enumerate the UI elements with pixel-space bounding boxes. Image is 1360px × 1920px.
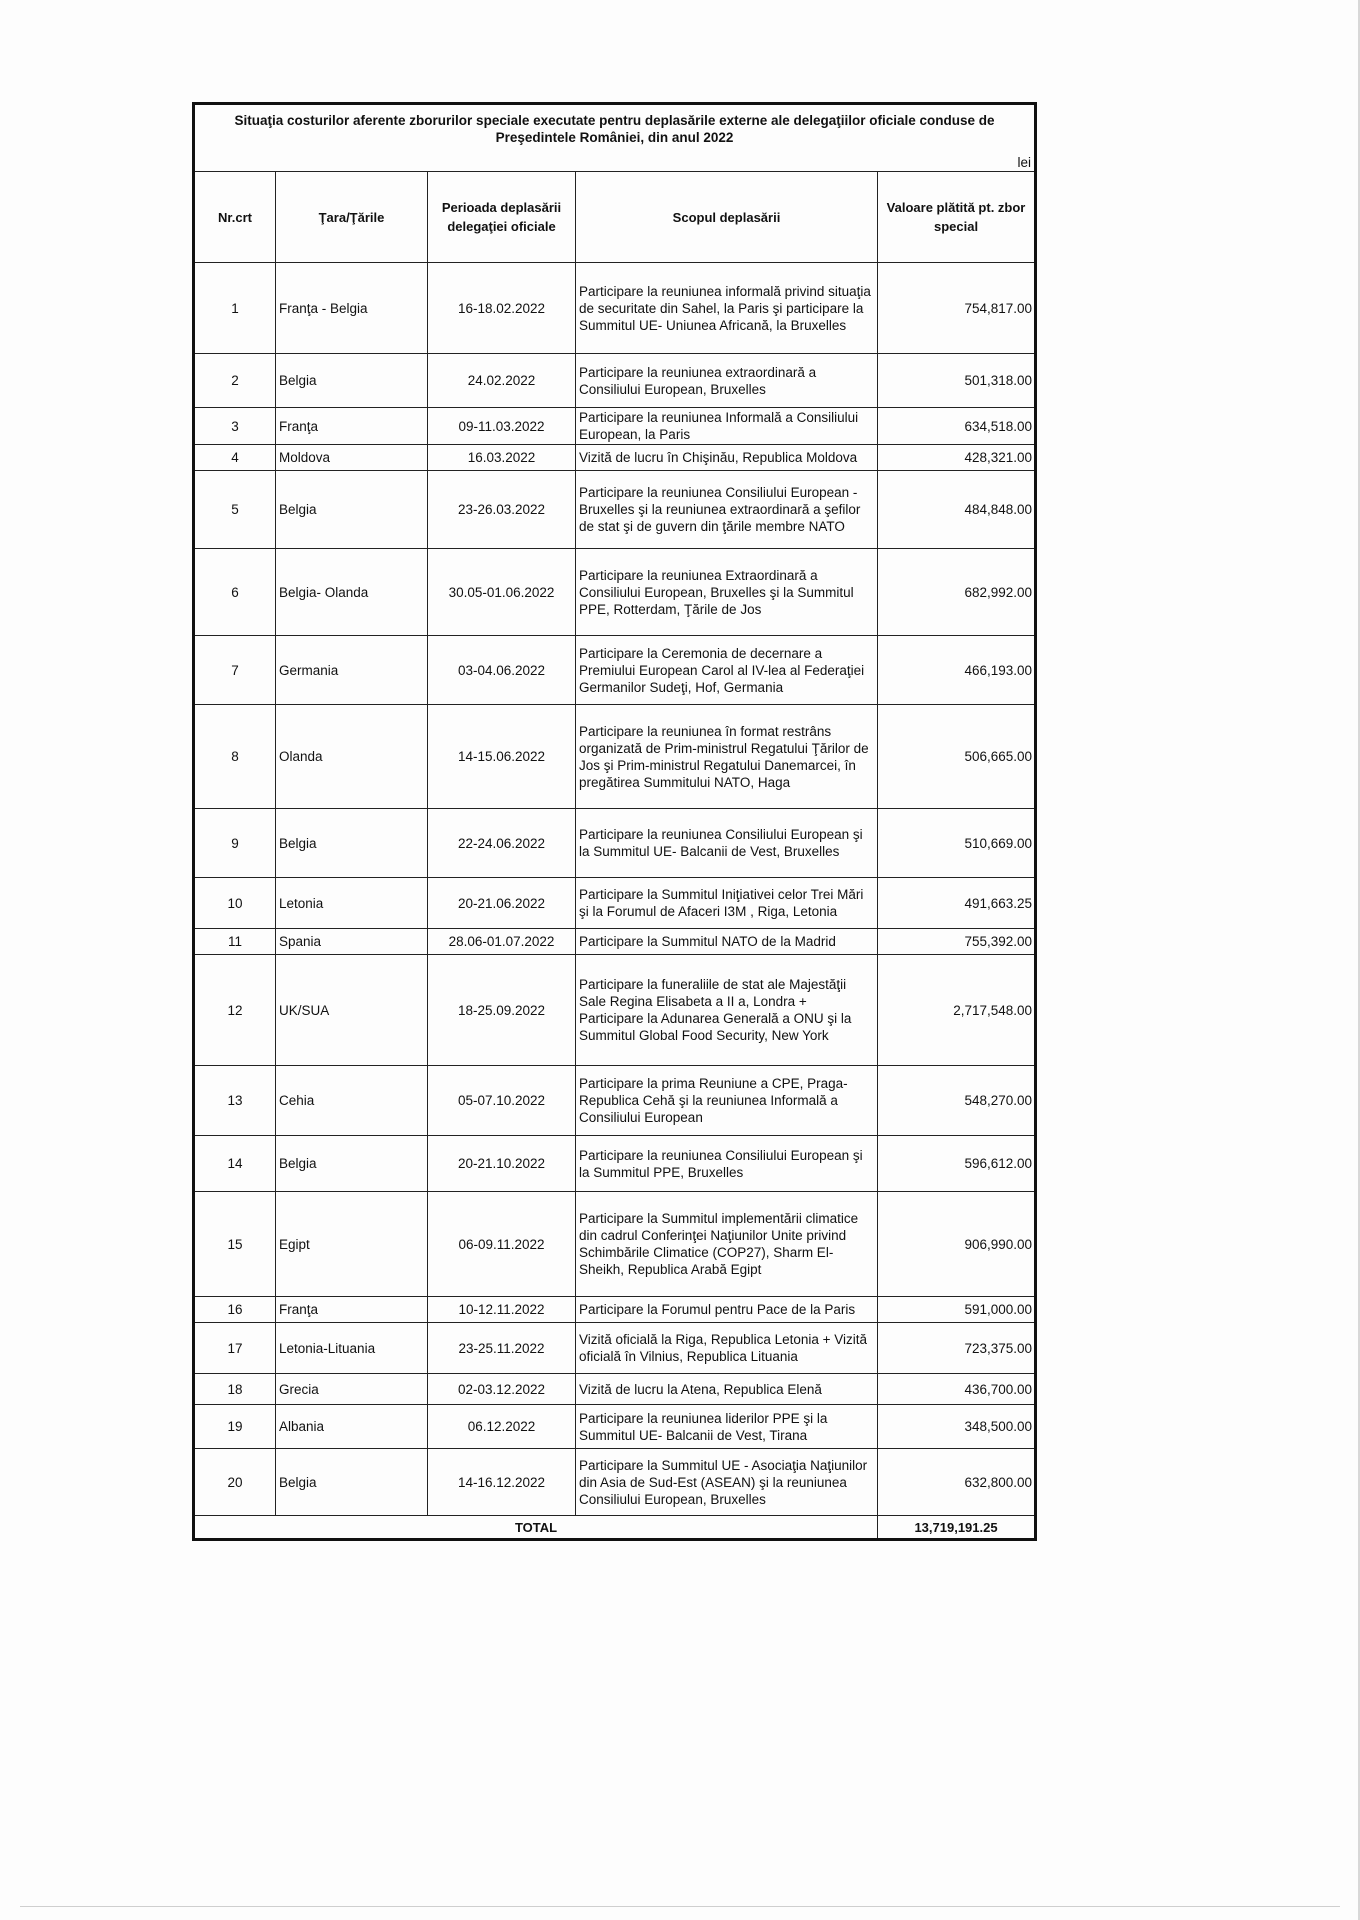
row-nr: 18 (194, 1374, 276, 1405)
table-row (194, 263, 1036, 354)
row-period: 14-16.12.2022 (428, 1449, 576, 1516)
row-value: 491,663.25 (878, 878, 1036, 929)
row-nr: 13 (194, 1066, 276, 1136)
row-purpose: Participare la reuniunea Consiliului European şi la Summitul PPE, Bruxelles (576, 1136, 878, 1192)
header-period: Perioada deplasării delegaţiei oficiale (428, 172, 576, 263)
row-nr: 3 (194, 408, 276, 445)
row-purpose: Participare la Summitul Iniţiativei celor Trei Mări şi la Forumul de Afaceri I3M , Riga, Letonia (576, 878, 878, 929)
title-row (194, 104, 1036, 154)
row-value: 754,817.00 (878, 263, 1036, 354)
row-value: 755,392.00 (878, 929, 1036, 955)
row-period: 06-09.11.2022 (428, 1192, 576, 1297)
row-nr: 20 (194, 1449, 276, 1516)
row-period: 20-21.06.2022 (428, 878, 576, 929)
row-period: 30.05-01.06.2022 (428, 549, 576, 636)
table-row (194, 549, 1036, 636)
row-country: Albania (276, 1405, 428, 1449)
table-row (194, 1066, 1036, 1136)
row-country: Franţa (276, 1297, 428, 1323)
row-period: 02-03.12.2022 (428, 1374, 576, 1405)
row-value: 484,848.00 (878, 471, 1036, 549)
row-nr: 17 (194, 1323, 276, 1374)
header-row (194, 172, 1036, 263)
row-country: Cehia (276, 1066, 428, 1136)
row-country: Belgia (276, 471, 428, 549)
row-nr: 5 (194, 471, 276, 549)
row-value: 548,270.00 (878, 1066, 1036, 1136)
row-period: 03-04.06.2022 (428, 636, 576, 705)
row-purpose: Participare la prima Reuniune a CPE, Praga- Republica Cehă şi la reuniunea Informală a Consiliului European (576, 1066, 878, 1136)
row-value: 510,669.00 (878, 809, 1036, 878)
row-country: Belgia (276, 809, 428, 878)
row-purpose: Participare la funeraliile de stat ale Majestăţii Sale Regina Elisabeta a II a, Londra + Participare la Adunarea Generală a ONU şi la Summitul Global Food Security, New York (576, 955, 878, 1066)
row-purpose: Vizită de lucru la Atena, Republica Elenă (576, 1374, 878, 1405)
row-period: 23-26.03.2022 (428, 471, 576, 549)
row-nr: 19 (194, 1405, 276, 1449)
table-row (194, 1374, 1036, 1405)
row-purpose: Participare la Summitul implementării climatice din cadrul Conferinţei Naţiunilor Unite privind Schimbările Climatice (COP27), Sharm El-Sheikh, Republica Arabă Egipt (576, 1192, 878, 1297)
row-value: 501,318.00 (878, 354, 1036, 408)
table-row (194, 1323, 1036, 1374)
unit-label: lei (194, 153, 1036, 172)
costs-table (192, 102, 1037, 1541)
row-nr: 4 (194, 445, 276, 471)
row-nr: 11 (194, 929, 276, 955)
row-country: Belgia- Olanda (276, 549, 428, 636)
row-nr: 7 (194, 636, 276, 705)
table-row (194, 955, 1036, 1066)
row-purpose: Participare la reuniunea Consiliului European şi la Summitul UE- Balcanii de Vest, Bruxelles (576, 809, 878, 878)
row-purpose: Participare la reuniunea extraordinară a Consiliului European, Bruxelles (576, 354, 878, 408)
row-purpose: Vizită oficială la Riga, Republica Letonia + Vizită oficială în Vilnius, Republica Lituania (576, 1323, 878, 1374)
table-row (194, 1405, 1036, 1449)
unit-row (194, 153, 1036, 172)
row-period: 10-12.11.2022 (428, 1297, 576, 1323)
row-value: 506,665.00 (878, 705, 1036, 809)
row-period: 14-15.06.2022 (428, 705, 576, 809)
row-purpose: Participare la Summitul UE - Asociaţia Naţiunilor din Asia de Sud-Est (ASEAN) şi la reuniunea Consiliului European, Bruxelles (576, 1449, 878, 1516)
row-country: Franţa - Belgia (276, 263, 428, 354)
row-nr: 14 (194, 1136, 276, 1192)
table-row (194, 1136, 1036, 1192)
table-row (194, 445, 1036, 471)
row-country: Belgia (276, 1136, 428, 1192)
row-country: Franţa (276, 408, 428, 445)
total-label: TOTAL (194, 1516, 878, 1540)
row-purpose: Participare la reuniunea Informală a Consiliului European, la Paris (576, 408, 878, 445)
row-value: 348,500.00 (878, 1405, 1036, 1449)
row-purpose: Participare la Forumul pentru Pace de la Paris (576, 1297, 878, 1323)
row-period: 18-25.09.2022 (428, 955, 576, 1066)
row-period: 24.02.2022 (428, 354, 576, 408)
row-value: 906,990.00 (878, 1192, 1036, 1297)
row-period: 20-21.10.2022 (428, 1136, 576, 1192)
row-period: 23-25.11.2022 (428, 1323, 576, 1374)
row-nr: 1 (194, 263, 276, 354)
header-purpose: Scopul deplasării (576, 172, 878, 263)
row-value: 428,321.00 (878, 445, 1036, 471)
row-period: 28.06-01.07.2022 (428, 929, 576, 955)
row-period: 22-24.06.2022 (428, 809, 576, 878)
row-value: 436,700.00 (878, 1374, 1036, 1405)
row-country: Grecia (276, 1374, 428, 1405)
row-nr: 16 (194, 1297, 276, 1323)
row-country: Egipt (276, 1192, 428, 1297)
bottom-rule (20, 1906, 1340, 1907)
row-nr: 9 (194, 809, 276, 878)
row-purpose: Participare la Ceremonia de decernare a Premiului European Carol al IV-lea al Federaţiei Germanilor Sudeţi, Hof, Germania (576, 636, 878, 705)
row-country: Belgia (276, 354, 428, 408)
row-period: 06.12.2022 (428, 1405, 576, 1449)
row-country: UK/SUA (276, 955, 428, 1066)
row-nr: 6 (194, 549, 276, 636)
row-purpose: Participare la reuniunea informală privind situaţia de securitate din Sahel, la Paris şi participare la Summitul UE- Uniunea Africană, la Bruxelles (576, 263, 878, 354)
row-value: 2,717,548.00 (878, 955, 1036, 1066)
row-nr: 10 (194, 878, 276, 929)
row-country: Belgia (276, 1449, 428, 1516)
row-value: 723,375.00 (878, 1323, 1036, 1374)
table-row (194, 809, 1036, 878)
row-country: Spania (276, 929, 428, 955)
row-country: Germania (276, 636, 428, 705)
header-nr: Nr.crt (194, 172, 276, 263)
table-row (194, 1297, 1036, 1323)
table-row (194, 878, 1036, 929)
header-value: Valoare plătită pt. zbor special (878, 172, 1036, 263)
table-row (194, 636, 1036, 705)
row-value: 591,000.00 (878, 1297, 1036, 1323)
table-row (194, 408, 1036, 445)
header-country: Ţara/Ţările (276, 172, 428, 263)
row-nr: 12 (194, 955, 276, 1066)
row-country: Moldova (276, 445, 428, 471)
row-purpose: Participare la reuniunea în format restrâns organizată de Prim-ministrul Regatului Ţărilor de Jos şi Prim-ministrul Regatului Danemarcei, în pregătirea Summitului NATO, Haga (576, 705, 878, 809)
row-nr: 2 (194, 354, 276, 408)
row-purpose: Vizită de lucru în Chişinău, Republica Moldova (576, 445, 878, 471)
row-period: 09-11.03.2022 (428, 408, 576, 445)
row-purpose: Participare la reuniunea Consiliului European - Bruxelles şi la reuniunea extraordinară a şefilor de stat şi de guvern din ţările membre NATO (576, 471, 878, 549)
table-row (194, 471, 1036, 549)
row-value: 632,800.00 (878, 1449, 1036, 1516)
row-period: 16-18.02.2022 (428, 263, 576, 354)
table-row (194, 1449, 1036, 1516)
row-country: Olanda (276, 705, 428, 809)
table-row (194, 705, 1036, 809)
row-value: 634,518.00 (878, 408, 1036, 445)
total-row (194, 1516, 1036, 1540)
row-period: 16.03.2022 (428, 445, 576, 471)
row-country: Letonia (276, 878, 428, 929)
row-value: 682,992.00 (878, 549, 1036, 636)
row-purpose: Participare la reuniunea Extraordinară a Consiliului European, Bruxelles şi la Summitul PPE, Rotterdam, Ţările de Jos (576, 549, 878, 636)
table-title: Situaţia costurilor aferente zborurilor speciale executate pentru deplasările externe ale delegaţiilor oficiale conduse de Preşedintele României, din anul 2022 (194, 104, 1036, 154)
table-row (194, 354, 1036, 408)
row-period: 05-07.10.2022 (428, 1066, 576, 1136)
row-country: Letonia-Lituania (276, 1323, 428, 1374)
row-nr: 8 (194, 705, 276, 809)
row-value: 596,612.00 (878, 1136, 1036, 1192)
total-value: 13,719,191.25 (878, 1516, 1036, 1540)
row-value: 466,193.00 (878, 636, 1036, 705)
row-purpose: Participare la Summitul NATO de la Madrid (576, 929, 878, 955)
table-row (194, 1192, 1036, 1297)
table-row (194, 929, 1036, 955)
row-purpose: Participare la reuniunea liderilor PPE şi la Summitul UE- Balcanii de Vest, Tirana (576, 1405, 878, 1449)
row-nr: 15 (194, 1192, 276, 1297)
